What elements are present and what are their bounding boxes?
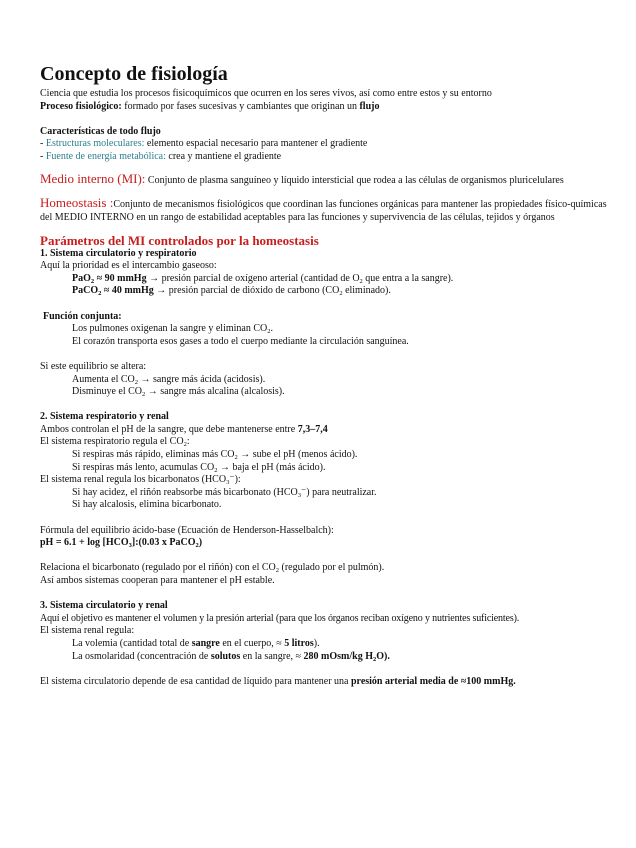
text: Si hay acidez, el riñón reabsorbe más bicarbonato (HCO xyxy=(72,486,298,498)
item-text: crea y mantiene el gradiente xyxy=(165,150,282,162)
osmolaridad-value: 280 mOsm/kg H xyxy=(303,650,373,662)
proceso-bold-end: flujo xyxy=(359,100,380,112)
text: → sangre más alcalina (alcalosis). xyxy=(145,386,285,398)
altera-line: Si este equilibrio se altera: xyxy=(40,360,147,372)
item-label: Fuente de energía metabólica: xyxy=(45,150,166,162)
pao2-end: que entra a la sangre). xyxy=(362,272,454,284)
caracteristicas-heading: Características de todo flujo xyxy=(40,125,161,137)
conjunta-line-2: El corazón transporta esos gases a todo el cuerpo mediante la circulación sanguínea. xyxy=(72,335,409,347)
item-dash: - xyxy=(40,138,46,150)
text: ). xyxy=(313,637,320,649)
s1-intro: Aquí la prioridad es el intercambio gaseoso: xyxy=(40,260,217,272)
text: → baja el pH (más ácido). xyxy=(217,461,326,473)
text: Si respiras más lento, acumulas CO xyxy=(72,461,215,473)
section-2-heading: 2. Sistema respiratorio y renal xyxy=(40,411,169,423)
arrow: → xyxy=(146,272,162,284)
text: pH = 6.1 + log [HCO xyxy=(40,537,129,549)
text: . xyxy=(270,323,273,335)
text: La osmolaridad (concentración de xyxy=(72,650,211,662)
item-label: Estructuras moleculares: xyxy=(45,138,145,150)
acidosis-line xyxy=(40,374,620,387)
s3-intro: Aquí el objetivo es mantener el volumen y la presión arterial (para que los órganos reciban oxígeno y nutrientes suficientes). xyxy=(40,612,520,624)
pao2-text: presión parcial de oxígeno arterial (cantidad de O xyxy=(161,272,360,284)
relaciona-line xyxy=(40,562,620,575)
text: El sistema respiratorio regula el CO xyxy=(40,436,184,448)
text: (regulado por el pulmón). xyxy=(279,562,385,574)
text: La volemia (cantidad total de xyxy=(72,637,192,649)
subscript: 2 xyxy=(134,378,139,386)
formula-label: Fórmula del equilibrio ácido-base (Ecuación de Henderson-Hasselbalch): xyxy=(40,524,334,536)
page-title: Concepto de fisiología xyxy=(40,63,228,85)
text: ]:(0.03 x PaCO xyxy=(131,537,196,549)
funcion-conjunta-heading: Función conjunta: xyxy=(43,310,122,322)
text: → sangre más ácida (acidosis). xyxy=(138,373,266,385)
subscript: 2 xyxy=(275,567,279,575)
homeostasis-label: Homeostasis : xyxy=(40,194,114,210)
proceso-label: Proceso fisiológico: xyxy=(40,100,122,112)
paco2-symbol: PaCO xyxy=(72,285,99,297)
caracteristica-item xyxy=(40,151,620,164)
subscript: 2 xyxy=(267,328,271,336)
osmolaridad-line xyxy=(40,651,620,664)
s3-renal-line: El sistema renal regula: xyxy=(40,625,135,637)
text: El sistema renal regula los bicarbonatos (HCO xyxy=(40,474,227,486)
resp-fast-line xyxy=(40,449,620,462)
conjunta-line-1 xyxy=(40,323,620,336)
subscript: 3 xyxy=(297,491,302,499)
text: en el cuerpo, ≈ xyxy=(219,637,285,649)
bold-text: solutos xyxy=(210,650,241,662)
paco2-line xyxy=(40,285,620,298)
bold-text: sangre xyxy=(191,637,220,649)
subscript: 2 xyxy=(98,290,102,298)
subscript: 2 xyxy=(195,542,199,550)
definition-line: Ciencia que estudia los procesos fisicoquímicos que ocurren en los seres vivos, así como entre estos y su entorno xyxy=(40,88,492,99)
text: Si respiras más rápido, eliminas más CO xyxy=(72,449,235,461)
text: : xyxy=(186,436,190,448)
subscript: 2 xyxy=(142,391,146,399)
subscript: 3 xyxy=(226,479,230,487)
renal-alcalosis-line: Si hay alcalosis, elimina bicarbonato. xyxy=(72,499,222,511)
homeostasis-paragraph xyxy=(40,196,620,225)
bold-text: O). xyxy=(376,650,390,662)
proceso-text: formado por fases sucesivas y cambiantes que originan un xyxy=(121,100,360,112)
item-dash: - xyxy=(40,150,46,162)
text: Los pulmones oxigenan la sangre y eliminan CO xyxy=(72,323,268,335)
text: ⁻): xyxy=(229,474,241,486)
paco2-text: presión parcial de dióxido de carbono (CO xyxy=(168,285,340,297)
text: en la sangre, ≈ xyxy=(240,650,304,662)
subscript: 2 xyxy=(372,655,377,663)
section-3-heading: 3. Sistema circulatorio y renal xyxy=(40,600,168,612)
subscript: 2 xyxy=(359,277,363,285)
medio-interno-paragraph xyxy=(40,172,620,188)
arrow: → xyxy=(153,285,169,297)
renal-line xyxy=(40,474,620,487)
medio-interno-label: Medio interno (MI): xyxy=(40,170,146,186)
pao2-value: ≈ 90 mmHg xyxy=(94,272,147,284)
volemia-value: 5 litros xyxy=(284,637,314,649)
subscript: 2 xyxy=(339,290,343,298)
subscript: 2 xyxy=(183,441,187,449)
formula xyxy=(40,537,620,550)
pao2-line xyxy=(40,273,620,286)
renal-acidez-line xyxy=(40,487,620,500)
final-line xyxy=(40,676,620,689)
text: Disminuye el CO xyxy=(72,386,142,398)
subscript: 2 xyxy=(90,277,95,285)
text: ) xyxy=(198,537,203,549)
subscript: 3 xyxy=(128,542,132,550)
text: → sube el pH (menos ácido). xyxy=(237,449,358,461)
text: Aumenta el CO xyxy=(72,373,135,385)
presion-arterial-value: presión arterial media de ≈100 mmHg. xyxy=(351,675,516,687)
coopera-line: Así ambos sistemas cooperan para mantener el pH estable. xyxy=(40,575,275,586)
resp-line xyxy=(40,436,620,449)
homeostasis-text: Conjunto de mecanismos fisiológicos que coordinan las funciones orgánicas para mantener las propiedades físico-químicas del MEDIO INTERNO en un rango de estabilidad aceptables para las funciones y supervivencia de las células, tejidos y órganos xyxy=(40,198,607,224)
s2-intro xyxy=(40,424,620,437)
proceso-line xyxy=(40,101,620,114)
medio-interno-text: Conjunto de plasma sanguíneo y líquido intersticial que rodea a las células de organismos pluricelulares xyxy=(145,174,564,186)
section-1-heading: 1. Sistema circulatorio y respiratorio xyxy=(40,247,197,259)
text: Relaciona el bicarbonato (regulado por el riñón) con el CO xyxy=(40,562,276,574)
volemia-line xyxy=(40,638,620,651)
caracteristica-item xyxy=(40,138,620,151)
text: El sistema circulatorio depende de esa cantidad de líquido para mantener una xyxy=(40,675,351,687)
resp-slow-line xyxy=(40,462,620,475)
item-text: elemento espacial necesario para mantener el gradiente xyxy=(144,138,368,150)
text: Ambos controlan el pH de la sangre, que debe mantenerse entre xyxy=(40,423,298,435)
subscript: 2 xyxy=(234,454,238,462)
document-page xyxy=(40,62,620,688)
subscript: 2 xyxy=(214,466,218,474)
paco2-value: ≈ 40 mmHg xyxy=(101,285,154,297)
alcalosis-line xyxy=(40,386,620,399)
text: ⁻) para neutralizar. xyxy=(301,486,377,498)
pao2-symbol: PaO xyxy=(72,272,91,284)
parametros-heading: Parámetros del MI controlados por la homeostasis xyxy=(40,232,319,248)
paco2-end: eliminado). xyxy=(342,285,391,297)
ph-range: 7,3–7,4 xyxy=(297,423,328,435)
